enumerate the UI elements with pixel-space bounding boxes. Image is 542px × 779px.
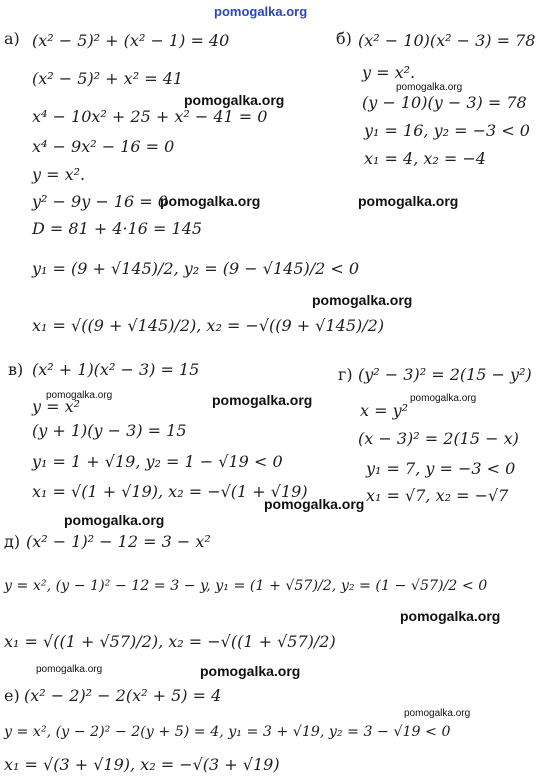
site-watermark: pomogalka.org	[410, 393, 477, 404]
problem-g-line-4: y₁ = 7, y = −3 < 0	[366, 459, 516, 478]
problem-a-line-7: D = 81 + 4·16 = 145	[32, 219, 203, 238]
problem-v-line-3: (y + 1)(y − 3) = 15	[32, 421, 187, 440]
problem-v-label: в)	[8, 360, 24, 379]
site-watermark-header: pomogalka.org	[214, 4, 308, 19]
site-watermark: pomogalka.org	[36, 664, 103, 675]
problem-v-line-4: y₁ = 1 + √19, y₂ = 1 − √19 < 0	[32, 452, 283, 471]
site-watermark: pomogalka.org	[312, 292, 413, 308]
site-watermark: pomogalka.org	[358, 193, 459, 209]
problem-g-line-2: x = y²	[360, 401, 409, 420]
problem-a-line-3: x⁴ − 10x² + 25 + x² − 41 = 0	[32, 107, 268, 126]
problem-d-line-1: (x² − 1)² − 12 = 3 − x²	[26, 532, 211, 551]
problem-e-line-1: (x² − 2)² − 2(x² + 5) = 4	[24, 686, 222, 705]
problem-e-line-2: y = x², (y − 2)² − 2(y + 5) = 4, y₁ = 3 + √19, y₂ = 3 − √19 < 0	[4, 724, 451, 740]
problem-a-line-4: x⁴ − 9x² − 16 = 0	[32, 137, 175, 156]
problem-b-line-1: (x² − 10)(x² − 3) = 78	[358, 31, 536, 50]
problem-a-label: а)	[4, 29, 20, 48]
problem-v-line-2: y = x²	[32, 397, 81, 416]
problem-a-line-1: (x² − 5)² + (x² − 1) = 40	[32, 31, 230, 50]
problem-b-line-4: y₁ = 16, y₂ = −3 < 0	[364, 121, 530, 140]
problem-b-label: б)	[336, 29, 352, 48]
problem-a-line-2: (x² − 5)² + x² = 41	[32, 69, 184, 88]
problem-b-line-3: (y − 10)(y − 3) = 78	[362, 93, 527, 112]
problem-g-line-3: (x − 3)² = 2(15 − x)	[358, 429, 519, 448]
site-watermark: pomogalka.org	[46, 390, 113, 401]
site-watermark: pomogalka.org	[64, 512, 165, 528]
problem-a-line-6: y² − 9y − 16 = 0	[32, 192, 168, 211]
problem-a-line-8: y₁ = (9 + √145)/2, y₂ = (9 − √145)/2 < 0	[32, 259, 360, 278]
problem-e-label: е)	[4, 686, 20, 705]
problem-e-line-3: x₁ = √(3 + √19), x₂ = −√(3 + √19)	[4, 755, 280, 774]
site-watermark: pomogalka.org	[404, 708, 471, 719]
problem-a-line-5: y = x².	[32, 165, 86, 184]
site-watermark: pomogalka.org	[396, 82, 463, 93]
site-watermark: pomogalka.org	[212, 392, 313, 408]
site-watermark: pomogalka.org	[200, 663, 301, 679]
problem-d-line-3: x₁ = √((1 + √57)/2), x₂ = −√((1 + √57)/2)	[4, 632, 336, 651]
problem-v-line-5: x₁ = √(1 + √19), x₂ = −√(1 + √19)	[32, 482, 308, 501]
problem-g-line-1: (y² − 3)² = 2(15 − y²)	[358, 365, 532, 384]
problem-b-line-2: y = x².	[362, 63, 416, 82]
problem-v-line-1: (x² + 1)(x² − 3) = 15	[32, 360, 200, 379]
site-watermark: pomogalka.org	[160, 193, 261, 209]
site-watermark: pomogalka.org	[264, 496, 365, 512]
problem-d-line-2: y = x², (y − 1)² − 12 = 3 − y, y₁ = (1 + √57)/2, y₂ = (1 − √57)/2 < 0	[4, 578, 488, 594]
problem-d-label: д)	[4, 532, 21, 551]
problem-g-label: г)	[338, 365, 353, 384]
site-watermark: pomogalka.org	[184, 92, 285, 108]
site-watermark: pomogalka.org	[400, 608, 501, 624]
problem-a-line-9: x₁ = √((9 + √145)/2), x₂ = −√((9 + √145)/2)	[32, 316, 385, 335]
problem-g-line-5: x₁ = √7, x₂ = −√7	[366, 486, 509, 505]
problem-b-line-5: x₁ = 4, x₂ = −4	[364, 149, 486, 168]
